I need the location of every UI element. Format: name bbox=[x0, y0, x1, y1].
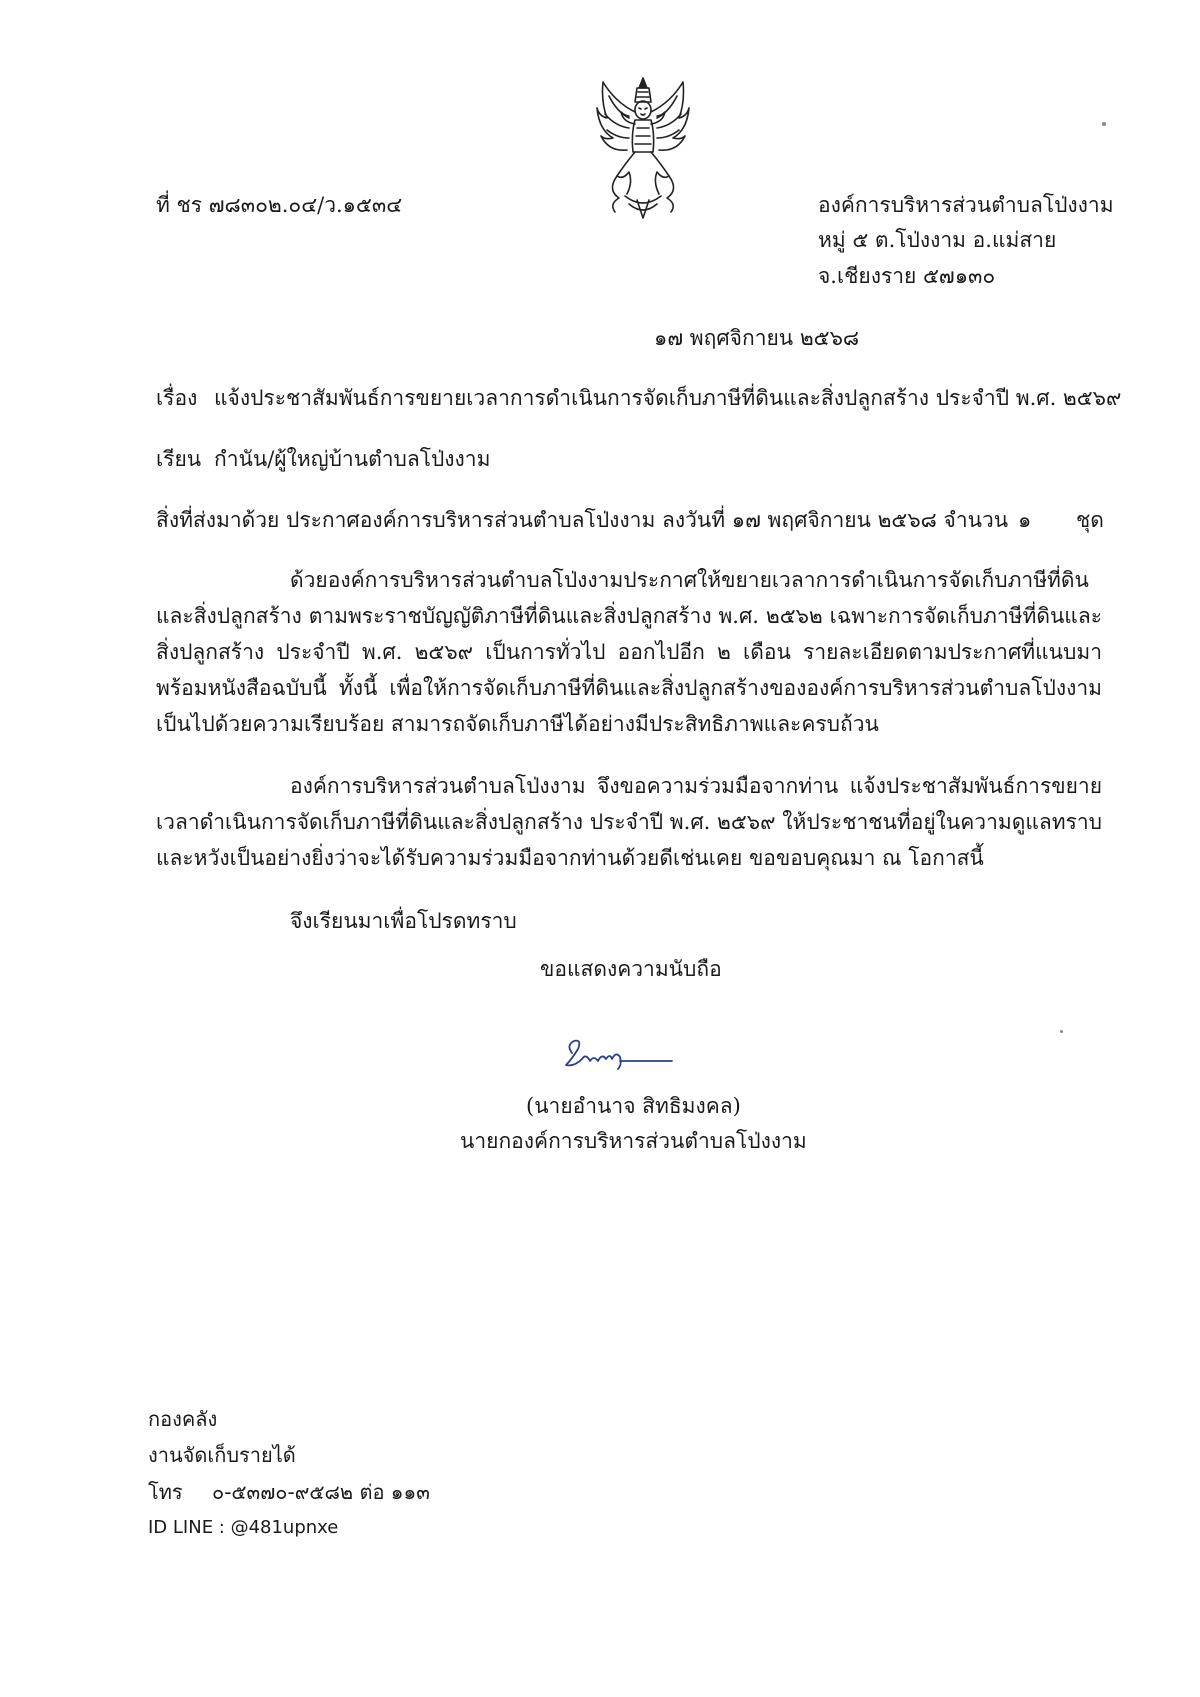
subject-text: แจ้งประชาสัมพันธ์การขยายเวลาการดำเนินการจัดเก็บภาษีที่ดินและสิ่งปลูกสร้าง ประจำปี พ.ศ. ๒๕๖๙ bbox=[214, 386, 1122, 410]
footer-phone: ๐-๕๓๗๐-๙๕๘๒ ต่อ ๑๑๓ bbox=[212, 1480, 430, 1504]
enclosure-unit: ชุด bbox=[1076, 508, 1104, 532]
scan-speck bbox=[1060, 1030, 1063, 1033]
body-paragraph: องค์การบริหารส่วนตำบลโป่งงาม จึงขอความร่วมมือจากท่าน แจ้งประชาสัมพันธ์การขยายเวลาดำเนินการจัดเก็บภาษีที่ดินและสิ่งปลูกสร้าง ประจำปี พ.ศ. ๒๕๖๙ ให้ประชาชนที่อยู่ในความดูแลทราบ และหวังเป็นอย่างยิ่งว่าจะได้รับความร่วมมือจากท่านด้วยดีเช่นเคย ขอขอบคุณมา ณ โอกาสนี้ bbox=[156, 774, 1102, 870]
enclosure-text: ประกาศองค์การบริหารส่วนตำบลโป่งงาม ลงวันที่ ๑๗ พฤศจิกายน ๒๕๖๘ จำนวน bbox=[286, 508, 1009, 532]
subject-label: เรื่อง bbox=[156, 386, 198, 410]
recipient-label: เรียน bbox=[156, 447, 202, 471]
enclosure-count: ๑ bbox=[1018, 508, 1032, 532]
footer-line-id: ID LINE : @481upnxe bbox=[148, 1517, 339, 1538]
signatory-name: (นายอำนาจ สิทธิมงคล) bbox=[526, 1094, 741, 1118]
office-name: องค์การบริหารส่วนตำบลโป่งงาม bbox=[818, 193, 1114, 217]
recipient-text: กำนัน/ผู้ใหญ่บ้านตำบลโป่งงาม bbox=[214, 447, 491, 471]
handwritten-signature bbox=[560, 1035, 680, 1075]
garuda-emblem-icon bbox=[595, 72, 691, 220]
signatory-title: นายกองค์การบริหารส่วนตำบลโป่งงาม bbox=[460, 1129, 807, 1153]
footer-phone-label: โทร bbox=[148, 1480, 183, 1504]
document-date: ๑๗ พฤศจิกายน ๒๕๖๘ bbox=[654, 326, 860, 350]
office-address-line: หมู่ ๕ ต.โป่งงาม อ.แม่สาย bbox=[818, 228, 1057, 252]
closing-salutation: ขอแสดงความนับถือ bbox=[540, 957, 722, 981]
scan-speck bbox=[1102, 122, 1106, 126]
footer-section: งานจัดเก็บรายได้ bbox=[148, 1443, 296, 1467]
reference-number: ที่ ชร ๗๘๓๐๒.๐๔/ว.๑๕๓๔ bbox=[156, 193, 403, 217]
enclosure-label: สิ่งที่ส่งมาด้วย bbox=[156, 508, 280, 532]
footer-department: กองคลัง bbox=[148, 1407, 218, 1431]
closing-request: จึงเรียนมาเพื่อโปรดทราบ bbox=[290, 909, 517, 933]
office-address-line: จ.เชียงราย ๕๗๑๓๐ bbox=[818, 264, 996, 288]
body-paragraph: ด้วยองค์การบริหารส่วนตำบลโป่งงามประกาศให้ขยายเวลาการดำเนินการจัดเก็บภาษีที่ดินและสิ่งปลูกสร้าง ตามพระราชบัญญัติภาษีที่ดินและสิ่งปลูกสร้าง พ.ศ. ๒๕๖๒ เฉพาะการจัดเก็บภาษีที่ดินและสิ่งปลูกสร้าง ประจำปี พ.ศ. ๒๕๖๙ เป็นการทั่วไป ออกไปอีก ๒ เดือน รายละเอียดตามประกาศที่แนบมาพร้อมหนังสือฉบับนี้ ทั้งนี้ เพื่อให้การจัดเก็บภาษีที่ดินและสิ่งปลูกสร้างขององค์การบริหารส่วนตำบลโป่งงาม เป็นไปด้วยความเรียบร้อย สามารถจัดเก็บภาษีได้อย่างมีประสิทธิภาพและครบถ้วน bbox=[156, 568, 1102, 736]
